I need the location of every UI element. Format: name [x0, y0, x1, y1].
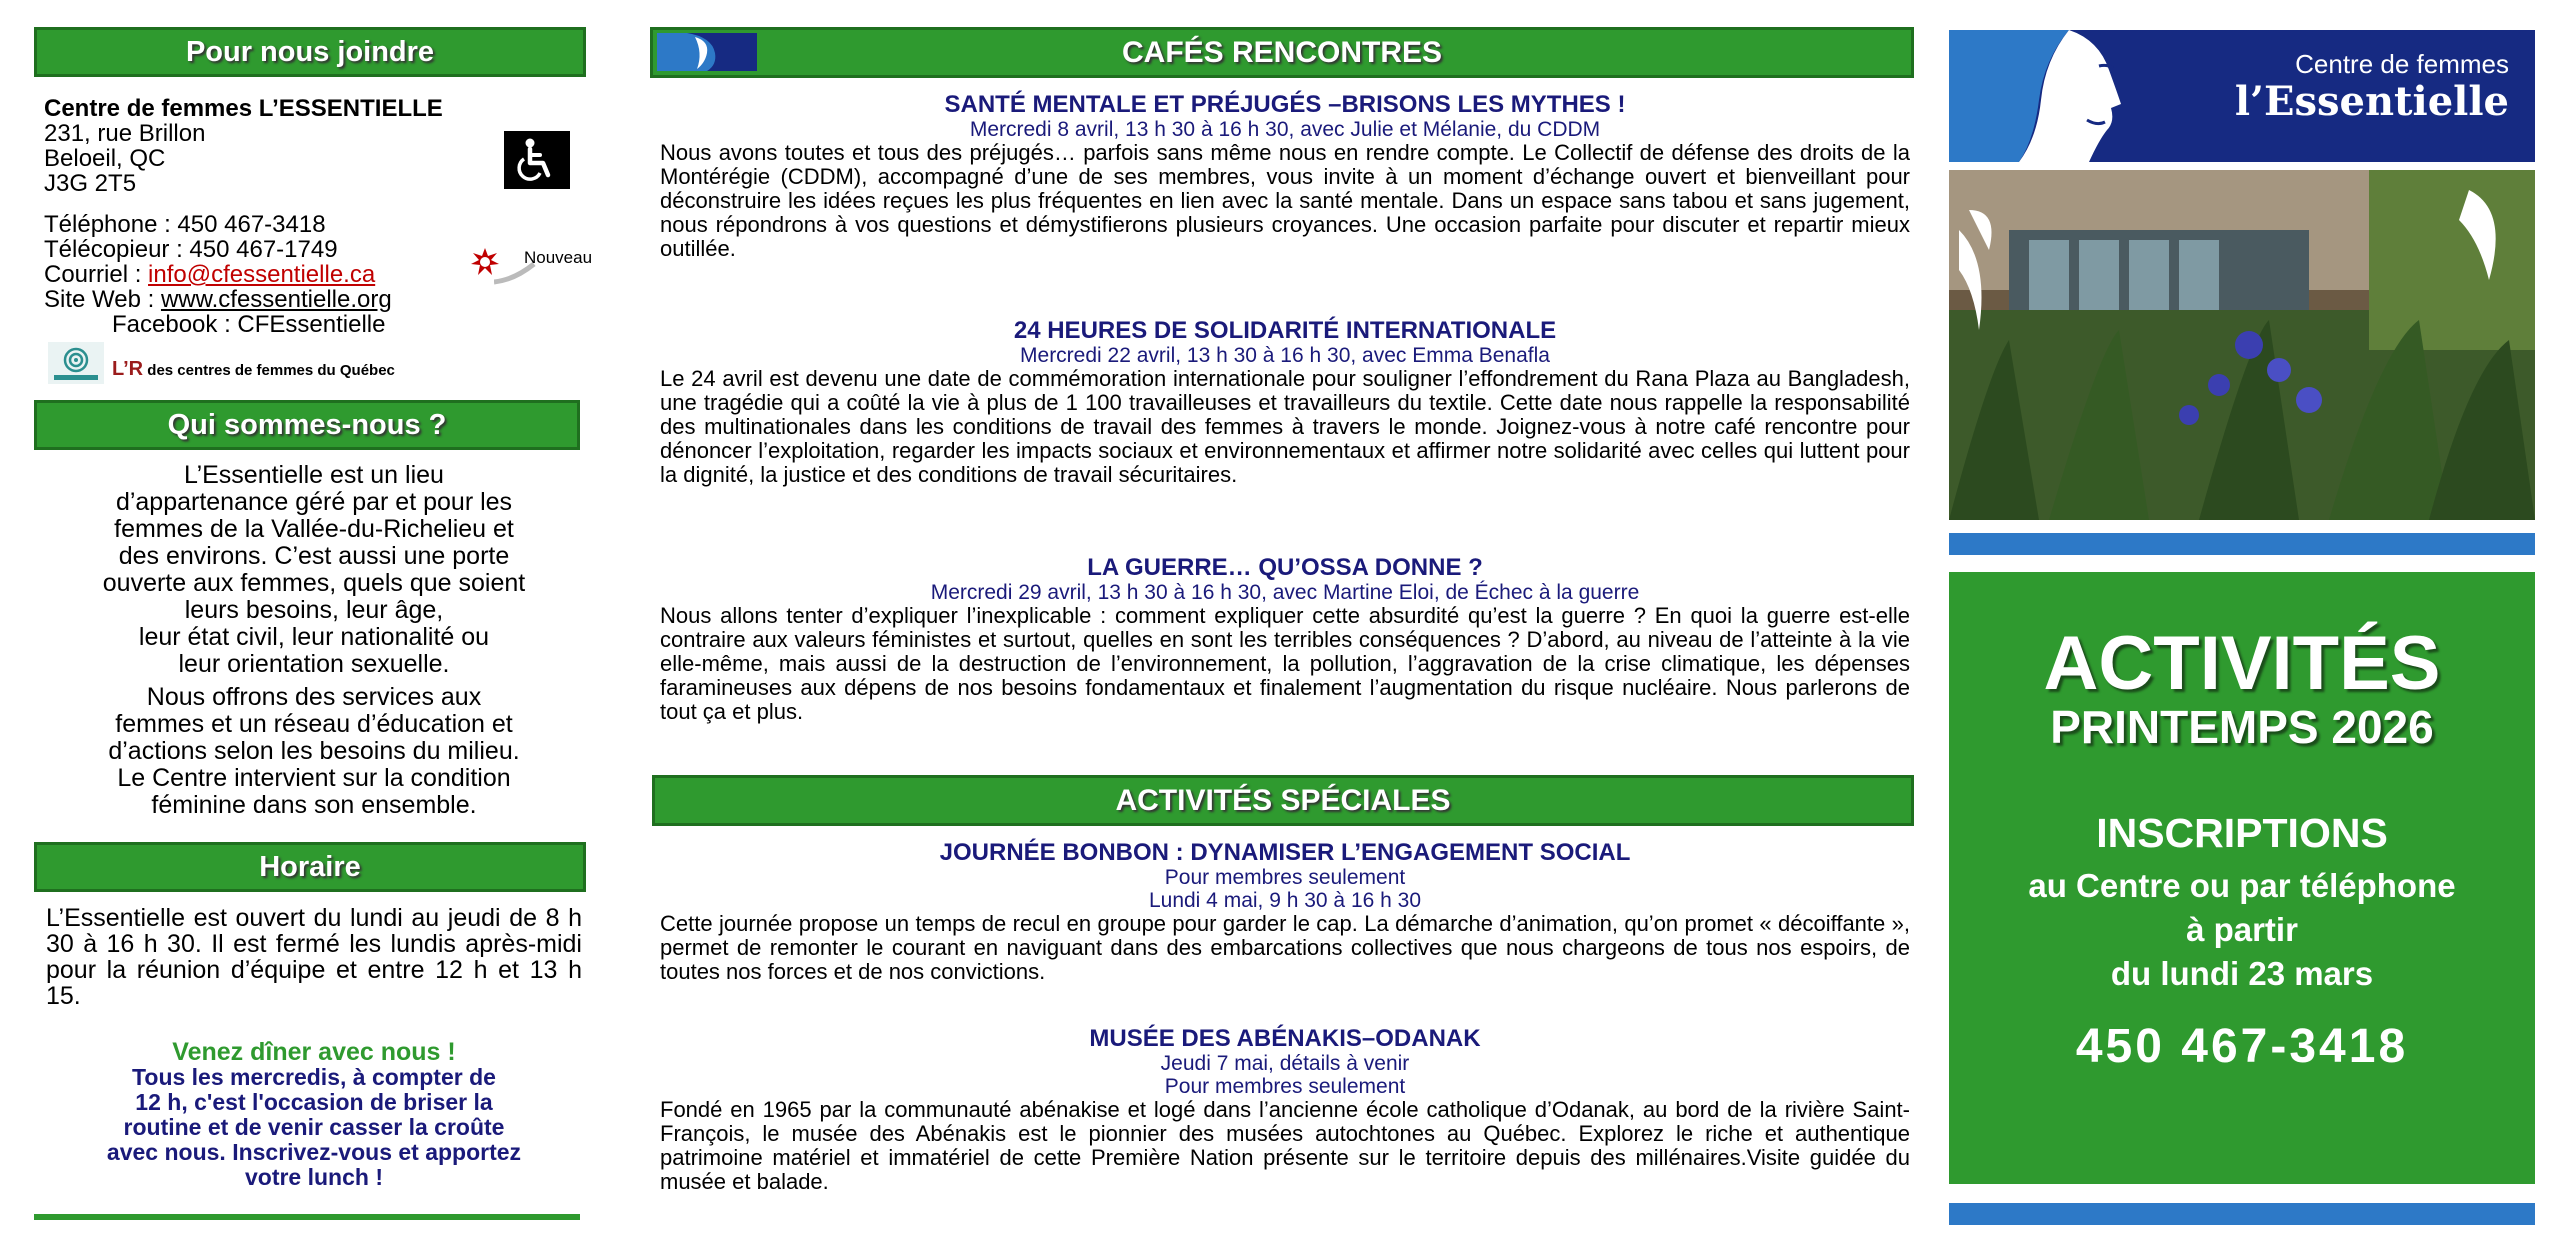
article-title: JOURNÉE BONBON : DYNAMISER L’ENGAGEMENT SOCIAL — [939, 839, 1631, 866]
article-title: LA GUERRE… QU’OSSA DONNE ? — [1087, 554, 1483, 581]
blue-divider — [1949, 533, 2535, 555]
about-paragraph-1 — [44, 462, 584, 678]
article-body: Le 24 avril est devenu une date de commémoration internationale pour souligner l’effondrement du Rana Plaza au Bangladesh, une tragédie qui a coûté la vie à plus de 1 100 travailleuses et travailleurs du textile. Cette date nous rappelle la responsabilité des multinationales dans les conditions de travail des femmes à travers le monde. Joignez-vous à notre café rencontre pour dénoncer l’exploitation, regarder les impacts sociaux et environnementaux et affirmer notre solidarité avec celles qui luttent pour la dignité, la justice et des conditions de travail sécuritaires. — [660, 366, 1910, 487]
lr-network-text — [112, 358, 395, 381]
fax: Télécopieur : 450 467-1749 — [44, 236, 338, 263]
org-name: Centre de femmes L’ESSENTIELLE — [44, 95, 443, 122]
new-label: Nouveau — [524, 248, 593, 267]
about-line: leur état civil, leur nationalité ou — [138, 623, 490, 651]
promo-phone: 450 467-3418 — [2075, 1020, 2409, 1073]
about-line: ouverte aux femmes, quels que soient — [102, 569, 526, 597]
about-line: des environs. C’est aussi une porte — [118, 542, 510, 570]
divider — [34, 1214, 580, 1220]
article-subtitle: Pour membres seulement — [1164, 866, 1406, 889]
article-subtitle: Jeudi 7 mai, détails à venir — [1160, 1052, 1410, 1075]
article-title: SANTÉ MENTALE ET PRÉJUGÉS –BRISONS LES MYTHES ! — [944, 91, 1626, 118]
garden-irises-illustration — [1949, 170, 2535, 520]
web-line — [44, 287, 584, 312]
email-link[interactable]: info@cfessentielle.ca — [148, 261, 376, 288]
web-label: Site Web : — [44, 286, 161, 313]
postal-code: J3G 2T5 — [44, 170, 137, 197]
cafe-article — [660, 318, 1910, 487]
garden-photo — [1949, 170, 2535, 520]
article-subtitle: Mercredi 22 avril, 13 h 30 à 16 h 30, avec Emma Benafla — [1020, 344, 1550, 367]
dinner-line: votre lunch ! — [244, 1164, 383, 1190]
woman-profile-icon — [657, 33, 757, 71]
about-line: leur orientation sexuelle. — [178, 650, 450, 678]
about-line: féminine dans son ensemble. — [151, 791, 477, 819]
article-subtitle: Mercredi 8 avril, 13 h 30 à 16 h 30, avec Julie et Mélanie, du CDDM — [969, 118, 1601, 141]
promo-where-line: du lundi 23 mars — [2110, 955, 2374, 992]
about-heading: Qui sommes-nous ? — [34, 400, 580, 450]
promo-season: PRINTEMPS 2026 — [2050, 701, 2434, 753]
promo-title: ACTIVITÉS — [2043, 621, 2441, 706]
wheelchair-access-icon — [504, 131, 570, 189]
dinner-title: Venez dîner avec nous ! — [172, 1038, 456, 1066]
article-subtitle: Mercredi 29 avril, 13 h 30 à 16 h 30, avec Martine Eloi, de Échec à la guerre — [930, 581, 1640, 604]
facebook: Facebook : CFEssentielle — [112, 311, 386, 338]
article-title: MUSÉE DES ABÉNAKIS–ODANAK — [1089, 1025, 1481, 1052]
woman-face-logo-icon — [1949, 30, 2249, 162]
hours-text: L’Essentielle est ouvert du lundi au jeudi de 8 h 30 à 16 h 30. Il est fermé les lundis après-midi pour la réunion d’équipe et entre 12 h et 13 h 15. — [46, 904, 582, 1010]
brand-line-2: l’Essentielle — [2234, 78, 2509, 125]
street: 231, rue Brillon — [44, 120, 206, 147]
article-subtitle: Lundi 4 mai, 9 h 30 à 16 h 30 — [1148, 889, 1422, 912]
article-body: Nous allons tenter d’expliquer l’inexplicable : comment expliquer cette absurdité qu’est la guerre ? En quoi la guerre est-elle contraire aux valeurs féministes et surtout, quelles en sont les terribles conséquences ? D’abord, au niveau de l’atteinte à la vie elle-même, mais aussi de la destruction de l’environnement, la pollution, l’aggravation de la crise climatique, les dépenses faramineuses aux dépens de nos besoins fondamentaux et finalement l’augmentation du risque nucléaire. Nous parlerons de tout ça et plus. — [660, 603, 1910, 724]
lr-network-logo-icon — [48, 342, 104, 384]
about-line: femmes de la Vallée-du-Richelieu et — [114, 515, 514, 543]
contact-heading: Pour nous joindre — [34, 27, 586, 77]
dinner-invite — [44, 1040, 584, 1190]
article-subtitle: Pour membres seulement — [1164, 1075, 1406, 1098]
hours-heading: Horaire — [34, 842, 586, 892]
article-body: Nous avons toutes et tous des préjugés… parfois sans même nous en rendre compte. Le Collectif de défense des droits de la Montérégie (CDDM), accompagné d’une de ses membres, vous invite à un moment d’échange ouvert et bienveillant pour déconstruire les idées reçues les plus fréquentes en lien avec la santé mentale. Dans un espace sans tabou et sans jugement, nous répondrons à vos questions et démystifierons plusieurs croyances. Une occasion parfaite pour discuter et repartir mieux outillée. — [660, 140, 1910, 261]
cafe-article — [660, 555, 1910, 724]
special-heading: ACTIVITÉS SPÉCIALES — [652, 775, 1914, 826]
dinner-line: Tous les mercredis, à compter de — [132, 1064, 496, 1090]
promo-inscriptions: INSCRIPTIONS — [2096, 810, 2388, 856]
cafes-heading — [650, 27, 1914, 78]
promo-box — [1949, 572, 2535, 1184]
lr-mark: L’R — [112, 358, 144, 380]
email-label: Courriel : — [44, 261, 149, 288]
website-link[interactable]: www.cfessentielle.org — [160, 286, 392, 313]
cafe-article — [660, 92, 1910, 261]
dinner-line: routine et de venir casser la croûte — [123, 1114, 505, 1140]
city: Beloeil, QC — [44, 145, 166, 172]
about-line: leurs besoins, leur âge, — [184, 596, 444, 624]
about-line: L’Essentielle est un lieu — [184, 461, 444, 489]
about-text — [44, 462, 584, 825]
article-body: Fondé en 1965 par la communauté abénakise et logé dans l’ancienne école catholique d’Odanak, au bord de la rivière Saint-François, le musée des Abénakis est le pionnier des musées autochtones au Québec. Explorez le riche et authentique patrimoine matériel et immatériel de cette Première Nation présente sur le territoire depuis des millénaires.Visite guidée du musée et balade. — [660, 1097, 1910, 1194]
cafes-heading-text: CAFÉS RENCONTRES — [1121, 36, 1443, 69]
brand-line-1: Centre de femmes — [2295, 49, 2509, 79]
about-line: Nous offrons des services aux — [146, 683, 482, 711]
contact-block — [44, 96, 584, 337]
brand-text — [2235, 48, 2509, 124]
about-line: femmes et un réseau d’éducation et — [115, 710, 513, 738]
about-paragraph-2 — [44, 684, 584, 819]
lr-network-name: des centres de femmes du Québec — [147, 362, 395, 379]
special-article — [660, 1026, 1910, 1194]
promo-where-line: au Centre ou par téléphone — [2028, 867, 2456, 904]
about-line: d’actions selon les besoins du milieu. — [108, 737, 520, 765]
promo-where — [1949, 864, 2535, 996]
special-article — [660, 840, 1910, 984]
phone: Téléphone : 450 467-3418 — [44, 211, 326, 238]
article-body: Cette journée propose un temps de recul en groupe pour garder le cap. La démarche d’animation, qu’on promet « décoiffante », permet de remonter le courant en naviguant dans des embarcations collectives que nous chargeons de tous nos espoirs, de toutes nos forces et de nos convictions. — [660, 911, 1910, 984]
blue-divider — [1949, 1203, 2535, 1225]
dinner-line: avec nous. Inscrivez-vous et apportez — [106, 1139, 522, 1165]
article-title: 24 HEURES DE SOLIDARITÉ INTERNATIONALE — [1013, 317, 1557, 344]
dinner-line: 12 h, c'est l'occasion de briser la — [135, 1089, 493, 1115]
about-line: d’appartenance géré par et pour les — [115, 488, 513, 516]
brand-logo — [1949, 30, 2535, 162]
about-line: Le Centre intervient sur la condition — [117, 764, 511, 792]
promo-where-line: à partir — [2186, 911, 2298, 948]
